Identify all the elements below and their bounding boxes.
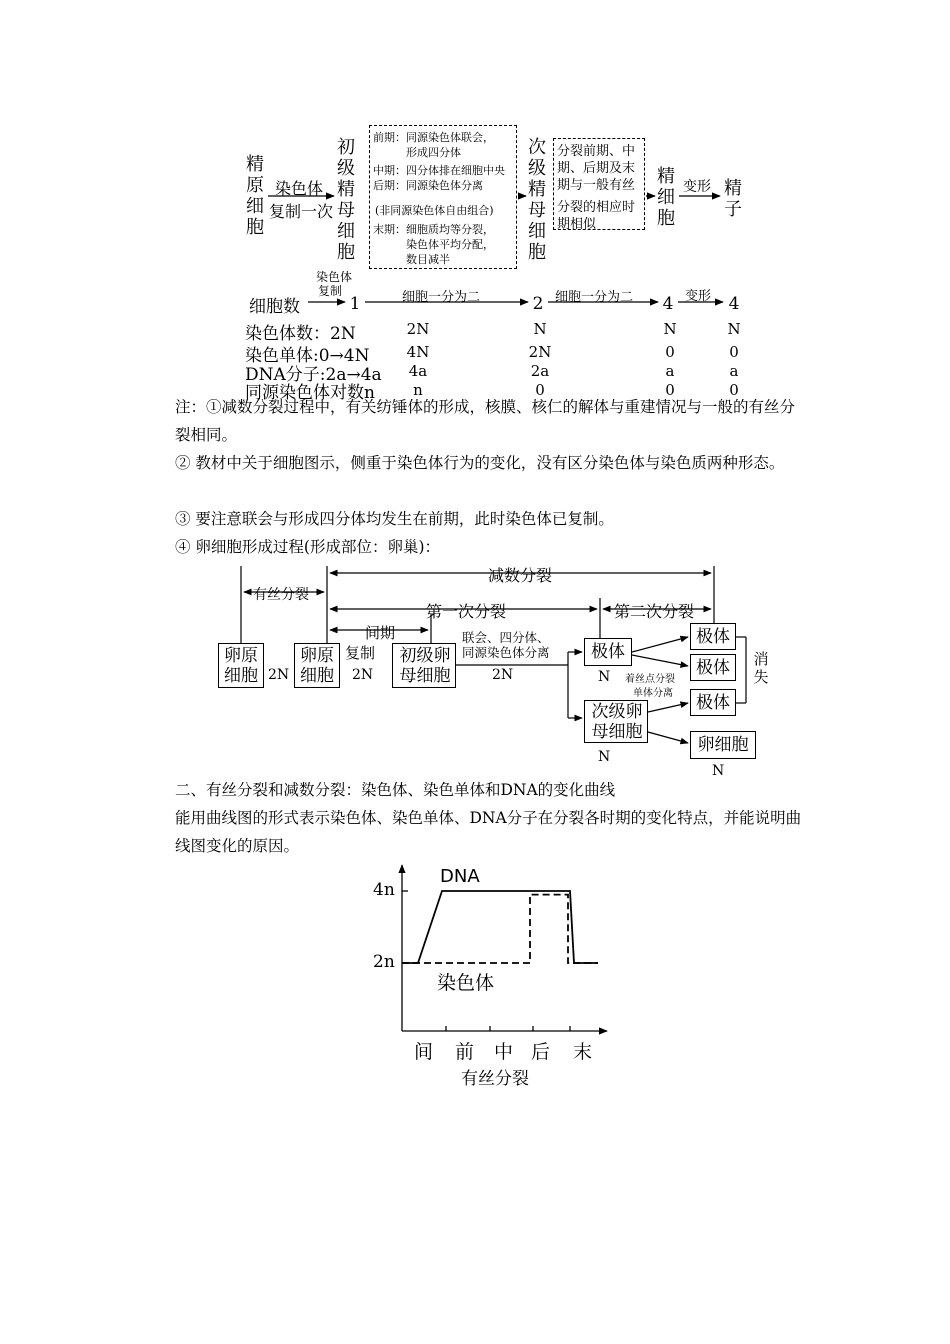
box1-line1: 前期：同源染色体联会， [373,131,494,144]
box1-line4: 后期：同源染色体分离 [373,179,483,192]
row-homolog-v4: 0 [729,381,739,399]
transform-label: 变形 [685,289,712,304]
arrow1-bottom-label: 复制一次 [269,202,334,221]
row-chromatid-v2: 2N [528,343,552,361]
label-n-a: N [598,669,611,685]
row-chromatid-v1: 4N [406,343,430,361]
row-dna-v1: 4a [408,362,428,380]
split2-label: 细胞一分为二 [555,290,634,305]
row-chromosome-v4: N [727,320,741,338]
series-line-chromosome [402,895,598,963]
row-dna-v2: 2a [530,362,550,380]
row-dna-v4: a [729,362,739,380]
series-label-dna: DNA [440,866,480,887]
row-chromatid-v4: 0 [729,343,739,361]
box1-line5: (非同源染色体自由组合) [375,204,494,217]
box-polar-body-4: 极体 [690,689,736,716]
row-chromatid-label: 染色单体:0→4N [245,346,370,366]
xcat-anaphase: 后 [531,1041,551,1063]
cell-count-3: 4 [662,294,674,314]
box-polar-body-2: 极体 [690,623,736,650]
cell-count-4: 4 [728,294,740,314]
section2-heading: 二、有丝分裂和减数分裂：染色体、染色单体和DNA的变化曲线 [175,781,616,799]
box2-line5: 期相似 [557,217,597,232]
label-2n-b: 2N [352,667,374,683]
box1-line7: 染色体平均分配， [406,238,494,251]
row-chromosome-v2: N [533,320,547,338]
box-egg-cell: 卵细胞 [690,731,756,759]
box2-line3: 期与一般有丝 [557,178,636,193]
arrow-transform-label: 变形 [683,179,711,195]
arrow1-top-label: 染色体 [275,179,324,198]
label-synapsis-1: 联会、四分体、 [462,630,550,645]
series-label-chromosome: 染色体 [437,972,495,994]
section2-paragraph: 能用曲线图的形式表示染色体、染色单体、DNA分子在分裂各时期的变化特点，并能说明曲线图变化的原因。 [175,809,802,855]
row-homolog-label: 同源染色体对数n [245,383,375,403]
label-second-division: 第二次分裂 [612,599,696,622]
replicate-bottom-label: 复制 [318,284,343,298]
label-centromere-1: 着丝点分裂 [625,674,675,685]
box2-line1: 分裂前期、中 [557,144,636,159]
row-chromosome-label: 染色体数：2N [245,324,356,344]
note-1: 注：①减数分裂过程中，有关纺锤体的形成，核膜、核仁的解体与重建情况与一般的有丝分裂相同。 [175,398,796,444]
label-first-division: 第一次分裂 [422,599,510,622]
xcat-metaphase: 中 [494,1041,514,1063]
row-chromatid-v3: 0 [665,343,675,361]
label-disappear: 消失 [753,650,769,686]
box-oogonium-1: 卵原细胞 [218,643,264,688]
label-mitosis: 有丝分裂 [252,584,310,604]
box2-line4: 分裂的相应时 [557,200,636,215]
stage-sperm: 精子 [724,178,742,220]
stage-spermatid: 精细胞 [657,166,675,229]
box1-line8: 数目减半 [406,253,450,266]
row-chromosome-v1: 2N [406,320,430,338]
box-polar-body-3: 极体 [690,654,736,681]
box-primary-oocyte: 初级卵母细胞 [392,643,456,688]
row-homolog-v2: 0 [535,381,545,399]
box-oogonium-2: 卵原细胞 [294,643,340,688]
box1-line2: 形成四分体 [406,146,461,159]
label-interphase: 间期 [362,622,398,643]
ytick-2n: 2n [373,952,395,972]
split1-label: 细胞一分为二 [402,290,481,305]
note-3: ③ 要注意联会与形成四分体均发生在前期，此时染色体已复制。 [175,510,614,528]
note-2: ② 教材中关于细胞图示，侧重于染色体行为的变化，没有区分染色体与染色质两种形态。 [175,454,785,472]
stage-spermatogonium: 精原细胞 [246,154,264,238]
label-2n-a: 2N [268,667,290,683]
label-2n-c: 2N [492,667,514,683]
box-first-polar-body: 极体 [584,638,632,666]
label-centromere-2: 单体分离 [633,688,673,699]
xcat-telophase: 末 [573,1041,593,1063]
row-homolog-v3: 0 [665,381,675,399]
stage-primary-spermatocyte: 初级精母细胞 [337,137,355,263]
cell-count-1: 1 [349,294,361,314]
row-dna-v3: a [665,362,675,380]
chart-series-group [402,891,598,963]
label-meiosis: 减数分裂 [484,563,556,586]
cell-count-label: 细胞数 [249,297,300,317]
box2-line2: 期、后期及末 [557,161,636,176]
stage-secondary-spermatocyte: 次级精母细胞 [528,137,546,263]
label-synapsis-2: 同源染色体分离 [462,645,550,660]
row-homolog-v1: n [413,381,423,399]
row-chromosome-v3: N [663,320,677,338]
note-4: ④ 卵细胞形成过程(形成部位：卵巢)： [175,538,441,556]
row-dna-label: DNA分子:2a→4a [245,365,382,385]
cell-count-2: 2 [532,294,544,314]
box-secondary-oocyte: 次级卵母细胞 [584,700,648,743]
xcat-prophase: 前 [455,1041,475,1063]
ytick-4n: 4n [373,880,395,900]
replicate-top-label: 染色体 [316,270,353,284]
label-replicate: 复制 [345,644,376,662]
label-n-b: N [598,749,611,765]
xcat-interphase: 间 [414,1041,434,1063]
x-axis-title: 有丝分裂 [461,1069,529,1089]
box1-line6: 末期：细胞质均等分裂， [373,223,494,236]
label-n-c: N [712,763,725,779]
box1-line3: 中期：四分体排在细胞中央 [373,164,505,177]
